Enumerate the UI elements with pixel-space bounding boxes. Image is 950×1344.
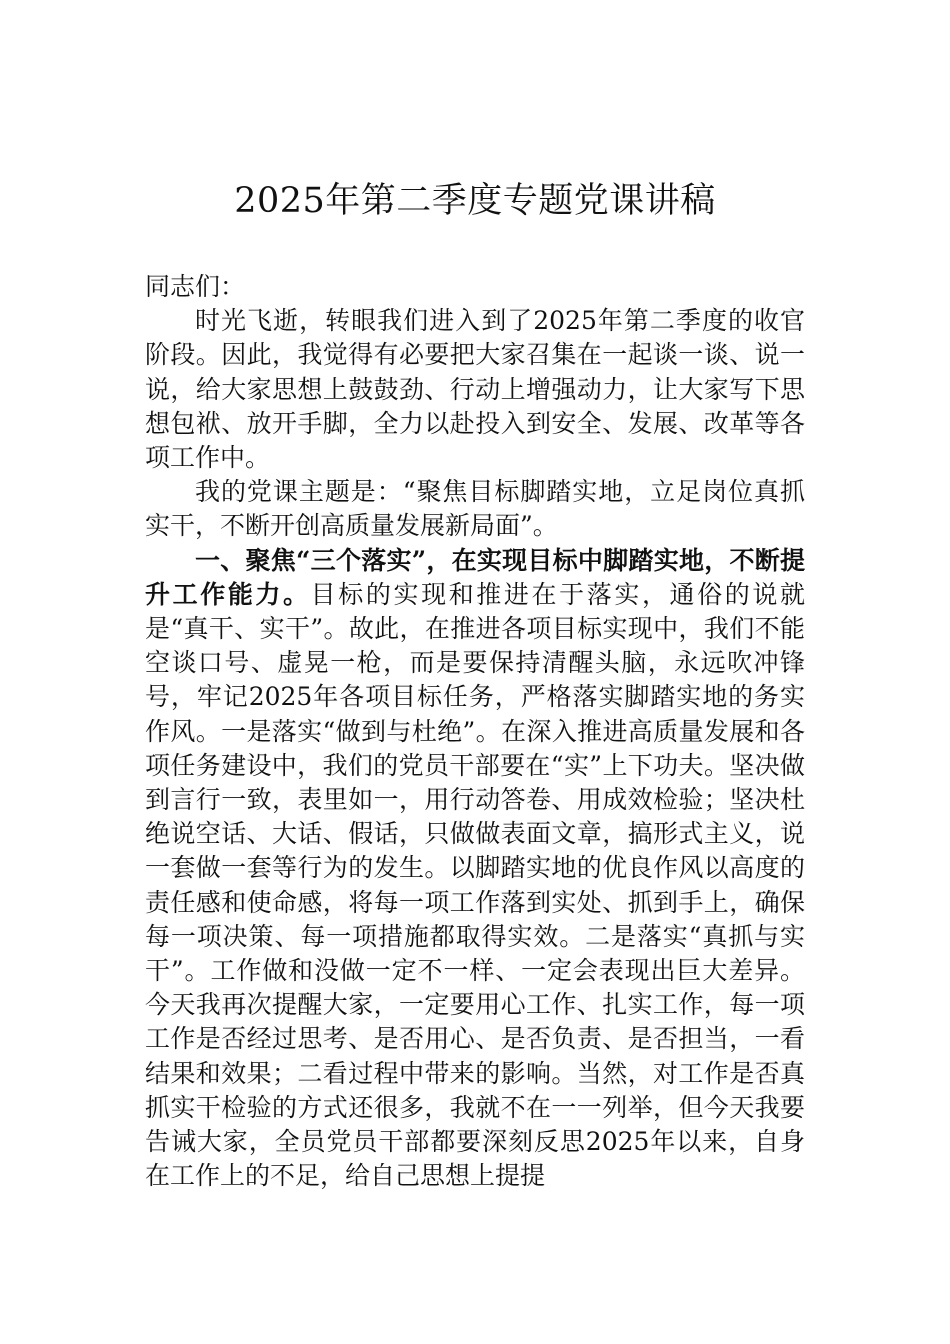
salutation: 同志们：: [145, 272, 246, 301]
paragraph-theme: 我的党课主题是：“聚焦目标脚踏实地，立足岗位真抓实干，不断开创高质量发展新局面”。: [145, 477, 805, 541]
section-one-heading: 一、聚焦“三个落实”，在实现目标中脚踏实地，不断提升工作能力。: [145, 545, 805, 609]
section-one-body: 目标的实现和推进在于落实，通俗的说就是“真干、实干”。故此，在推进各项目标实现中，我们不能空谈口号、虚晃一枪，而是要保持清醒头脑，永远吹冲锋号，牢记2025年各项目标任务，严格落实脚踏实地的务实作风。一是落实“做到与杜绝”。在深入推进高质量发展和各项任务建设中，我们的党员干部要在“实”上下功夫。坚决做到言行一致，表里如一，用行动答卷、用成效检验；坚决杜绝说空话、大话、假话，只做做表面文章，搞形式主义，说一套做一套等行为的发生。以脚踏实地的优良作风以高度的责任感和使命感，将每一项工作落到实处、抓到手上，确保每一项决策、每一项措施都取得实效。二是落实“真抓与实干”。工作做和没做一定不一样、一定会表现出巨大差异。今天我再次提醒大家，一定要用心工作、扎实工作，每一项工作是否经过思考、是否用心、是否负责、是否担当，一看结果和效果；二看过程中带来的影响。当然，对工作是否真抓实干检验的方式还很多，我就不在一一列举，但今天我要告诫大家，全员党员干部都要深刻反思2025年以来，自身在工作上的不足，给自己思想上提提: [145, 579, 805, 1191]
paragraph-section-one: [145, 544, 805, 1194]
document-body: [145, 270, 805, 1193]
document-title: 2025年第二季度专题党课讲稿: [234, 181, 716, 221]
paragraph-intro: 时光飞逝，转眼我们进入到了2025年第二季度的收官阶段。因此，我觉得有必要把大家召集在一起谈一谈、说一说，给大家思想上鼓鼓劲、行动上增强动力，让大家写下思想包袱、放开手脚，全力以赴投入到安全、发展、改革等各项工作中。: [145, 306, 805, 473]
